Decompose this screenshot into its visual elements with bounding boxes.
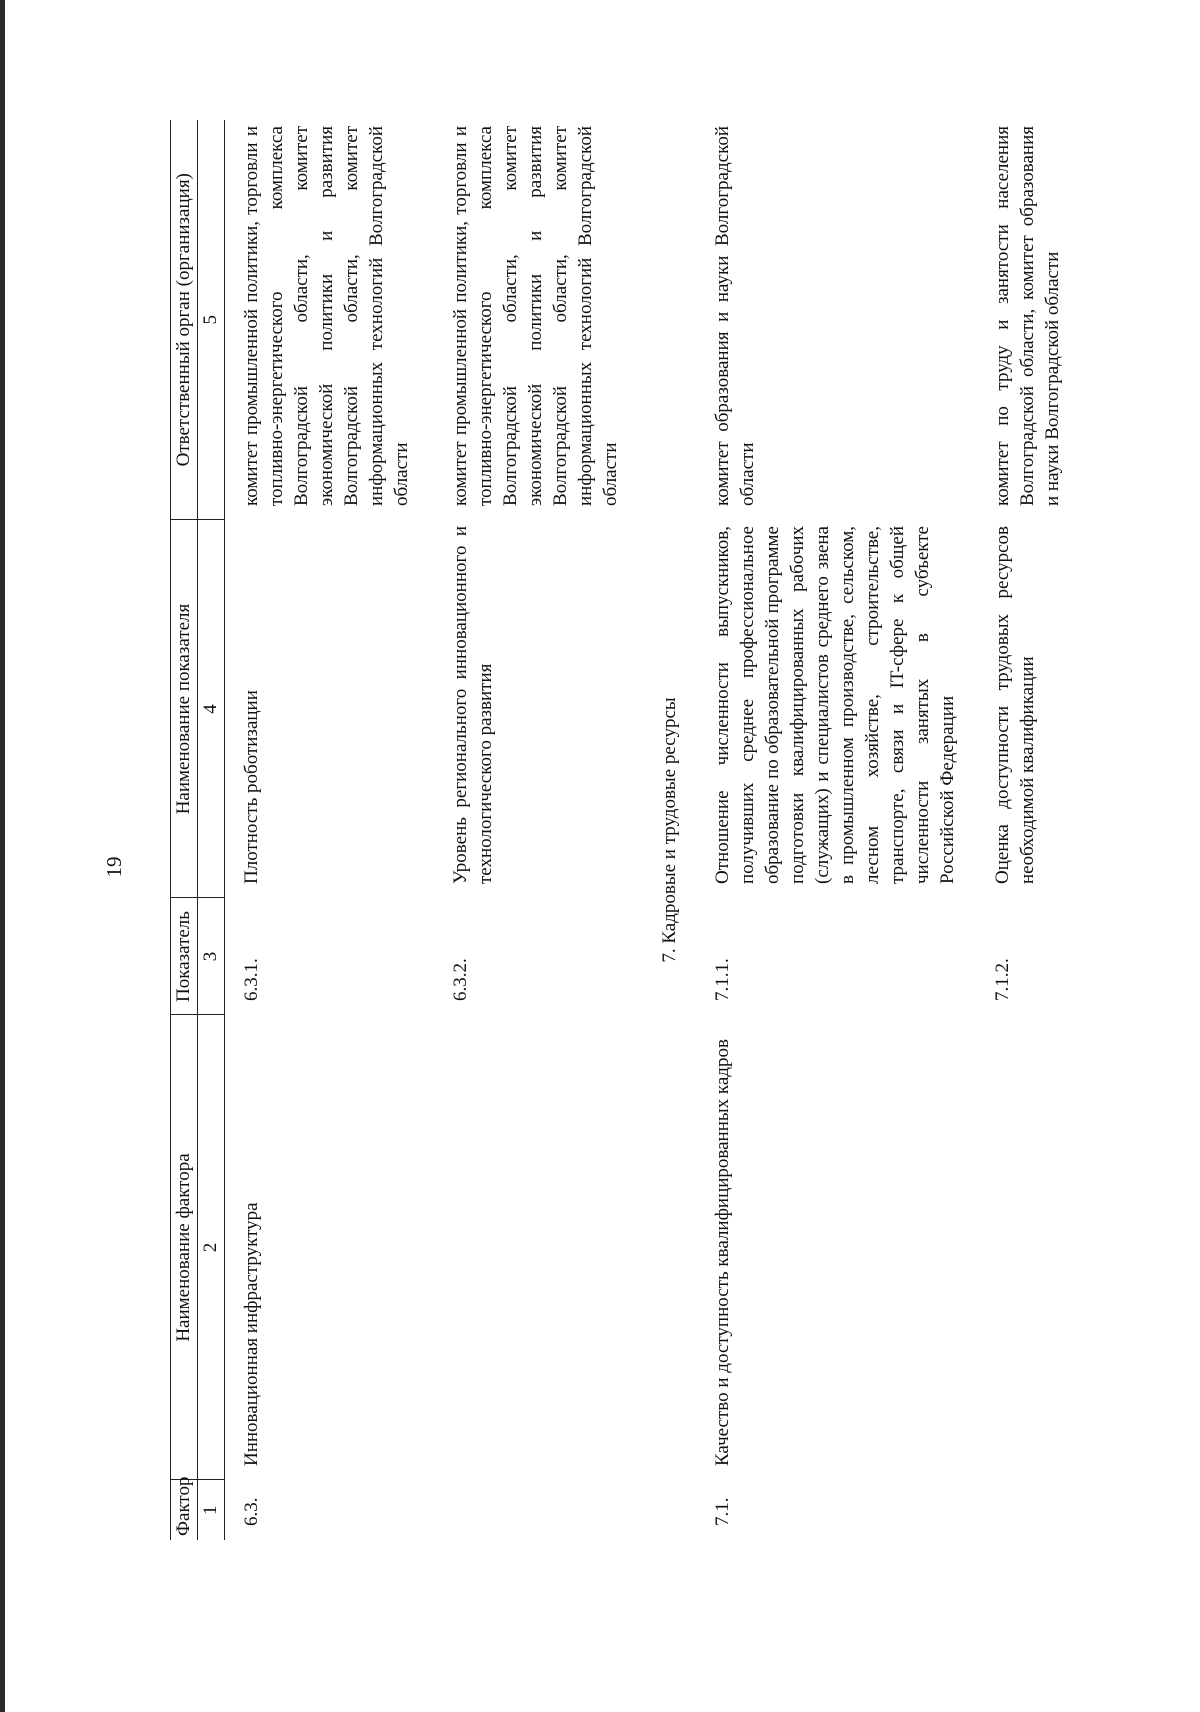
header-indicator-name: Наименование показателя <box>171 520 198 898</box>
column-number: 3 <box>198 898 225 1015</box>
indicator-name: Отношение численности выпускников, получивших среднее профессиональное образование по образовательной программе подготовки квалифицированных рабочих (служащих) и специалистов среднего звена в промышленном производстве, сельском, лесном хозяйстве, строительстве, транспорте, связи и IT-сфере к общей численности занятых в субъекте Российской Федерации <box>712 526 958 884</box>
section-heading-row <box>649 120 692 1540</box>
indicator-code: 6.3.2. <box>450 958 471 1001</box>
section-heading: 7. Кадровые и трудовые ресурсы <box>659 697 680 963</box>
header-responsible: Ответственный орган (организация) <box>171 120 198 520</box>
column-number: 4 <box>198 520 225 898</box>
column-number: 1 <box>198 1480 225 1540</box>
indicator-name: Уровень регионального инновационного и технологического развития <box>450 526 496 884</box>
indicator-code: 7.1.2. <box>992 958 1013 1001</box>
factor-code <box>974 1480 1079 1540</box>
header-row <box>171 120 198 1540</box>
header-indicator: Показатель <box>171 898 198 1015</box>
table-row <box>225 120 429 1540</box>
scan-edge <box>0 0 5 1712</box>
column-number-row <box>198 120 225 1540</box>
header-factor-name: Наименование фактора <box>171 1015 198 1480</box>
indicator-code: 6.3.1. <box>241 958 262 1001</box>
responsible-body: комитет по труду и занятости населения Волгоградской области, комитет образования и науки Волгоградской области <box>992 126 1063 506</box>
factor-code: 6.3. <box>241 1497 262 1526</box>
factor-name <box>974 1015 1079 1480</box>
table-row <box>692 120 974 1540</box>
factor-code <box>428 1480 649 1540</box>
indicator-name: Плотность роботизации <box>241 690 262 884</box>
indicator-code: 7.1.1. <box>712 958 733 1001</box>
factor-code: 7.1. <box>712 1497 733 1526</box>
column-number: 2 <box>198 1015 225 1480</box>
responsible-body: комитет промышленной политики, торговли и топливно-энергетического комплекса Волгоградской области, комитет экономической политики и развития Волгоградской области, комитет информационных технологий Волгоградской области <box>450 126 621 506</box>
factor-name: Качество и доступность квалифицированных кадров <box>712 1039 733 1466</box>
factor-name <box>428 1015 649 1480</box>
column-number: 5 <box>198 120 225 520</box>
rotated-table-sheet <box>170 120 1130 1540</box>
factor-name: Инновационная инфраструктура <box>241 1202 262 1466</box>
indicators-table <box>170 120 1079 1540</box>
table-row <box>974 120 1079 1540</box>
table-row <box>428 120 649 1540</box>
responsible-body: комитет промышленной политики, торговли и топливно-энергетического комплекса Волгоградской области, комитет экономической политики и развития Волгоградской области, комитет информационных технологий Волгоградской области <box>241 126 412 506</box>
indicator-name: Оценка доступности трудовых ресурсов необходимой квалификации <box>992 526 1038 884</box>
responsible-body: комитет образования и науки Волгоградской области <box>712 126 758 506</box>
page-number: 19 <box>102 856 126 878</box>
header-factor: Фактор <box>171 1480 198 1540</box>
